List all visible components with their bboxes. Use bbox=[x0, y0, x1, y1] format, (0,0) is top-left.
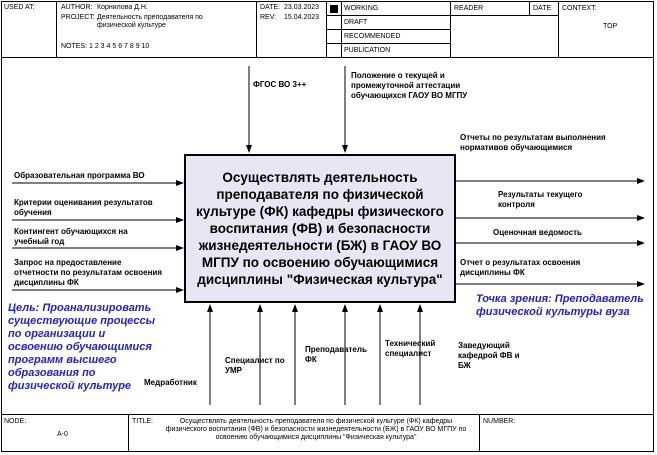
date-value: 23.03.2023 bbox=[284, 4, 320, 11]
mechanism-label-tech: Технический специалист bbox=[385, 339, 436, 358]
output-label-2: Результаты текущего контроля bbox=[498, 190, 583, 209]
input-label-4: Запрос на предоставление отчетности по результатам освоения дисциплины ФК bbox=[14, 258, 162, 287]
used-at-label: USED AT: bbox=[4, 4, 35, 11]
author-label: AUTHOR: bbox=[61, 4, 93, 11]
rev-value: 15.04.2023 bbox=[284, 14, 320, 21]
date-label: DATE: bbox=[260, 4, 281, 11]
mechanism-label-umr: Специалист по УМР bbox=[225, 356, 285, 375]
input-label-2: Критерии оценивания результатов обучения bbox=[14, 198, 153, 217]
project-value: Деятельность преподавателя по физической культуре bbox=[97, 14, 203, 29]
function-box-a0[interactable] bbox=[184, 154, 456, 303]
status-publication: PUBLICATION bbox=[344, 47, 391, 54]
mechanism-label-teacher: Преподаватель ФК bbox=[305, 345, 367, 364]
input-label-3: Контингент обучающихся на учебный год bbox=[14, 227, 128, 246]
number-label: NUMBER: bbox=[483, 418, 516, 425]
node-label: NODE: bbox=[4, 418, 27, 425]
author-value: Корнилова Д.Н. bbox=[97, 4, 148, 11]
reader-date-label: DATE bbox=[533, 5, 552, 12]
status-working: WORKING bbox=[344, 5, 379, 12]
status-recommended: RECOMMENDED bbox=[344, 33, 401, 40]
input-label-1: Образовательная программа ВО bbox=[14, 171, 145, 180]
node-value: A-0 bbox=[57, 431, 68, 438]
context-value: TOP bbox=[603, 23, 618, 30]
notes-label: NOTES: bbox=[61, 43, 88, 50]
notes-value: 1 2 3 4 5 6 7 8 9 10 bbox=[89, 43, 150, 50]
mechanism-label-head: Заведующий кафедрой ФВ и БЖ bbox=[458, 341, 520, 370]
title-label: TITLE: bbox=[132, 418, 154, 425]
control-label-regulation: Положение о текущей и промежуточной аттестации обучающихся ГАОУ ВО МГПУ bbox=[351, 71, 468, 100]
mechanism-label-medic: Медработник bbox=[144, 378, 197, 387]
output-label-1: Отчеты по результатам выполнения нормативов обучающимися bbox=[460, 133, 606, 152]
status-draft: DRAFT bbox=[344, 19, 368, 26]
viewpoint-note: Точка зрения: Преподаватель физической культуры вуза bbox=[476, 293, 644, 318]
output-label-3: Оценочная ведомость bbox=[493, 228, 582, 237]
function-box-text: Осуществлять деятельность преподавателя по физической культуре (ФК) кафедры физического воспитания (ФВ) и безопасности жизнедеятельности (БЖ) в ГАОУ ВО МГПУ по освоению обучающимися дисциплины "Физическая культура" bbox=[196, 170, 444, 287]
footer bbox=[1, 414, 654, 452]
goal-note: Цель: Проанализировать существующие процессы по организации и освоению обучающимися программ высшего образования по физической культуре bbox=[8, 302, 156, 392]
project-label: PROJECT: bbox=[61, 14, 95, 21]
output-label-4: Отчет о результатах освоения дисциплины ФК bbox=[460, 258, 581, 277]
control-label-fgos: ФГОС ВО 3++ bbox=[253, 80, 307, 89]
context-label: CONTEXT: bbox=[562, 5, 597, 12]
rev-label: REV: bbox=[260, 14, 277, 21]
title-value: Осуществлять деятельность преподавателя по физической культуре (ФК) кафедры физического воспитания (ФВ) и безопасности жизнедеятельности (БЖ) в ГАОУ ВО МГПУ по освоению обучающимися дисциплины "Физическая культура" bbox=[165, 418, 467, 441]
reader-label: READER bbox=[454, 5, 484, 12]
